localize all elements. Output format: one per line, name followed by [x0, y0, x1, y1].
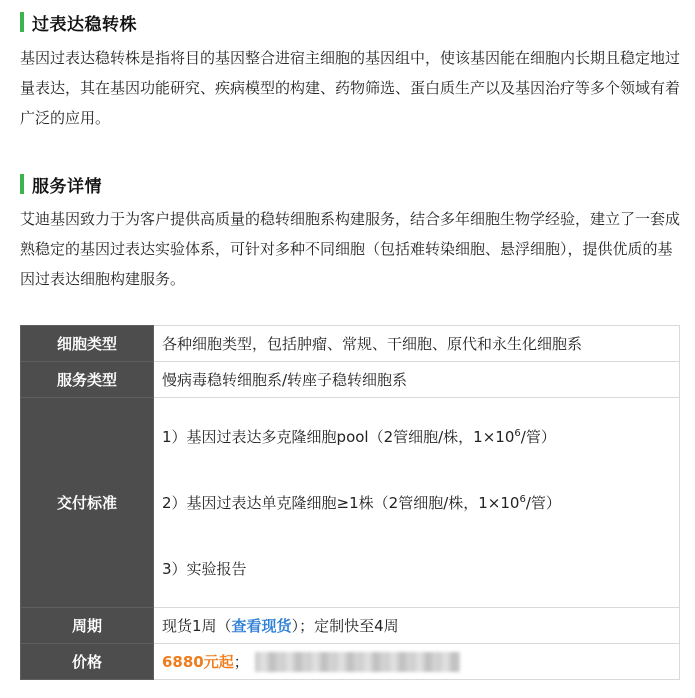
intro-paragraph: 基因过表达稳转株是指将目的基因整合进宿主细胞的基因组中，使该基因能在细胞内长期且稳定地过量表达，其在基因功能研究、疾病模型的构建、药物筛选、蛋白质生产以及基因治疗等多个领域有着广泛的应用。 — [20, 49, 681, 127]
service-paragraph: 艾迪基因致力于为客户提供高质量的稳转细胞系构建服务，结合多年细胞生物学经验，建立了一套成熟稳定的基因过表达实验体系，可针对多种不同细胞（包括难转染细胞、悬浮细胞），提供优质的基因过表达细胞构建服务。 — [20, 210, 681, 288]
view-stock-link[interactable]: 查看现货 — [231, 617, 292, 635]
heading-accent-bar — [20, 12, 24, 32]
row-label: 服务类型 — [21, 362, 154, 398]
row-label: 细胞类型 — [21, 326, 154, 362]
row-value: 各种细胞类型，包括肿瘤、常规、干细胞、原代和永生化细胞系 — [154, 326, 680, 362]
table-row-delivery — [21, 398, 680, 608]
row-value: 6880元起； — [154, 644, 680, 680]
table-row-price — [21, 644, 680, 680]
row-label: 周期 — [21, 608, 154, 644]
row-label: 交付标准 — [21, 398, 154, 608]
delivery-item-2: 2）基因过表达单克隆细胞≥1株（2管细胞/株，$1\times 10^6/$管） — [162, 493, 561, 512]
table-row-cell-type — [21, 326, 680, 362]
section-heading-overexpression — [20, 10, 137, 34]
price-value: 6880元起 — [162, 652, 234, 671]
section-title: 过表达稳转株 — [32, 14, 137, 35]
section-title: 服务详情 — [32, 176, 102, 197]
row-value: 现货1周（查看现货）；定制快至4周 — [154, 608, 680, 644]
heading-accent-bar — [20, 174, 24, 194]
table-row-service-type — [21, 362, 680, 398]
delivery-item-3: 3）实验报告 — [162, 559, 247, 578]
row-label: 价格 — [21, 644, 154, 680]
row-value — [154, 398, 680, 608]
row-value: 慢病毒稳转细胞系/转座子稳转细胞系 — [154, 362, 680, 398]
blurred-contact-info — [255, 652, 460, 672]
section-heading-service — [20, 172, 102, 196]
service-info-table — [20, 325, 680, 680]
table-row-period — [21, 608, 680, 644]
delivery-item-1: 1）基因过表达多克隆细胞pool（2管细胞/株，$1\times 10^6/$管） — [162, 427, 556, 446]
